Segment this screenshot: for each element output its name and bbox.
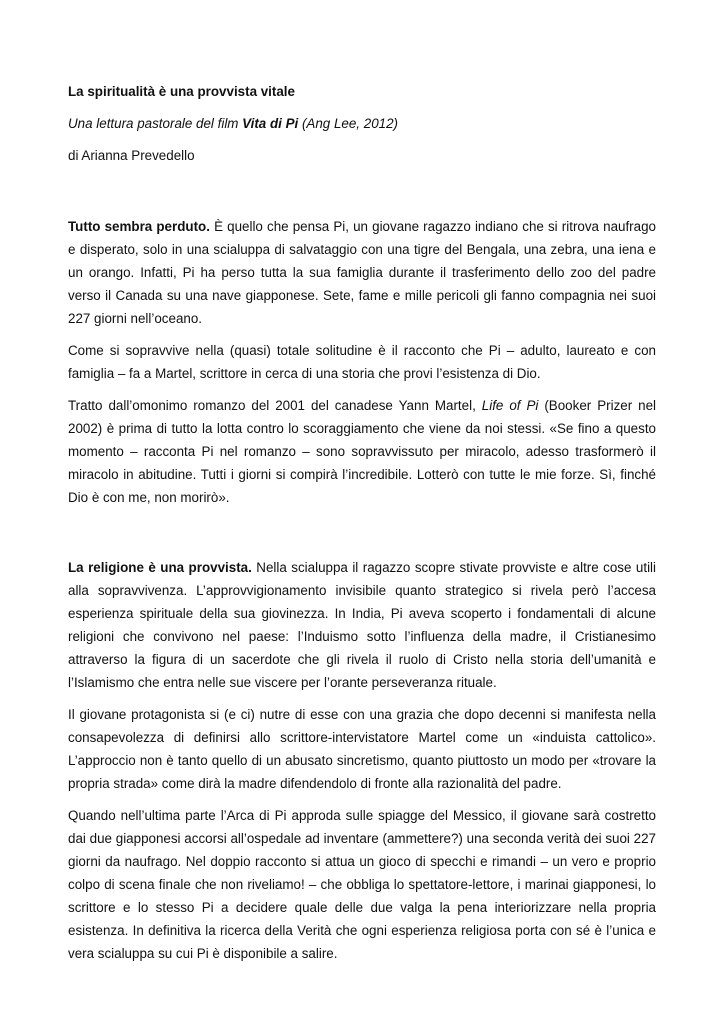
paragraph-text: Nella scialuppa il ragazzo scopre stivate provviste e altre cose utili alla sopravvivenza. L’approvvigionamento invisibile quanto strategico si rivela però l’accesa esperienza spirituale della sua giovinezza. In India, Pi aveva scoperto i fondamentali di alcune religioni che convivono nel paese: l’Induismo sotto l’influenza della madre, il Cristianesimo attraverso la figura di un sacerdote che gli rivela il ruolo di Cristo nella storia dell’umanità e l’Islamismo che entra nelle sue viscere per l’orante perseveranza rituale. xyxy=(68,560,657,690)
paragraph-lead: Tutto sembra perduto. xyxy=(68,219,210,234)
paragraph-text: È quello che pensa Pi, un giovane ragazzo indiano che si ritrova naufrago e disperato, solo in una scialuppa di salvataggio con una tigre del Bengala, una zebra, una iena e un orango. Infatti, Pi ha perso tutta la sua famiglia durante il trasferimento dello zoo del padre verso il Canada su una nave giapponese. Sete, fame e mille pericoli gli fanno compagnia nei suoi 227 giorni nell’oceano. xyxy=(68,219,656,326)
paragraph-solitude: Come si sopravvive nella (quasi) totale solitudine è il racconto che Pi – adulto, laureato e con famiglia – fa a Martel, scrittore in cerca di una storia che provi l’esistenza di Dio. xyxy=(68,343,656,381)
subtitle-film-title: Vita di Pi xyxy=(242,116,299,131)
paragraph-religion xyxy=(68,556,656,694)
paragraph-lead: La religione è una provvista. xyxy=(68,560,252,575)
document-title: La spiritualità è una provvista vitale xyxy=(68,84,295,99)
subtitle-prefix: Una lettura pastorale del film xyxy=(68,116,243,131)
paragraph-text: (Booker Prizer nel 2002) è prima di tutto la lotta contro lo scoraggiamento che viene da noi stessi. «Se fino a questo momento – racconta Pi nel romanzo – sono sopravvissuto per miracolo, adesso trasformerò il miracolo in abitudine. Tutti i giorni si compirà l’incredibile. Lotterò con tutte le mie forze. Sì, finché Dio è con me, non morirò». xyxy=(68,398,657,505)
section-spacer xyxy=(68,518,656,556)
paragraph-protagonist: Il giovane protagonista si (e ci) nutre di esse con una grazia che dopo decenni si manifesta nella consapevolezza di definirsi allo scrittore-intervistatore Martel come un «induista cattolico». L’approccio non è tanto quello di un abusato sincretismo, quanto piuttosto un modo per «trovare la propria strada» come dirà la madre difendendolo di fronte alla razionalità del padre. xyxy=(68,707,656,791)
document-subtitle xyxy=(68,112,656,135)
document-page xyxy=(68,80,656,974)
paragraph-conclusion: Quando nell’ultima parte l’Arca di Pi approda sulle spiagge del Messico, il giovane sarà costretto dai due giapponesi accorsi all’ospedale ad inventare (ammettere?) una seconda verità dei suoi 227 giorni da naufrago. Nel doppio racconto si attua un gioco di specchi e rimandi – un vero e proprio colpo di scena finale che non riveliamo! – che obbliga lo spettatore-lettore, i marinai giapponesi, lo scrittore e lo stesso Pi a decidere quale delle due valga la pena interiorizzare nella propria esistenza. In definitiva la ricerca della Verità che ogni esperienza religiosa porta con sé è l’unica e vera scialuppa su cui Pi è disponibile a salire. xyxy=(68,808,656,961)
book-title: Life of Pi xyxy=(481,398,539,413)
subtitle-suffix: (Ang Lee, 2012) xyxy=(298,116,398,131)
paragraph-intro xyxy=(68,215,656,330)
paragraph-novel xyxy=(68,394,656,509)
paragraph-text: Tratto dall’omonimo romanzo del 2001 del canadese Yann Martel, xyxy=(68,398,482,413)
document-author: di Arianna Prevedello xyxy=(68,148,195,163)
